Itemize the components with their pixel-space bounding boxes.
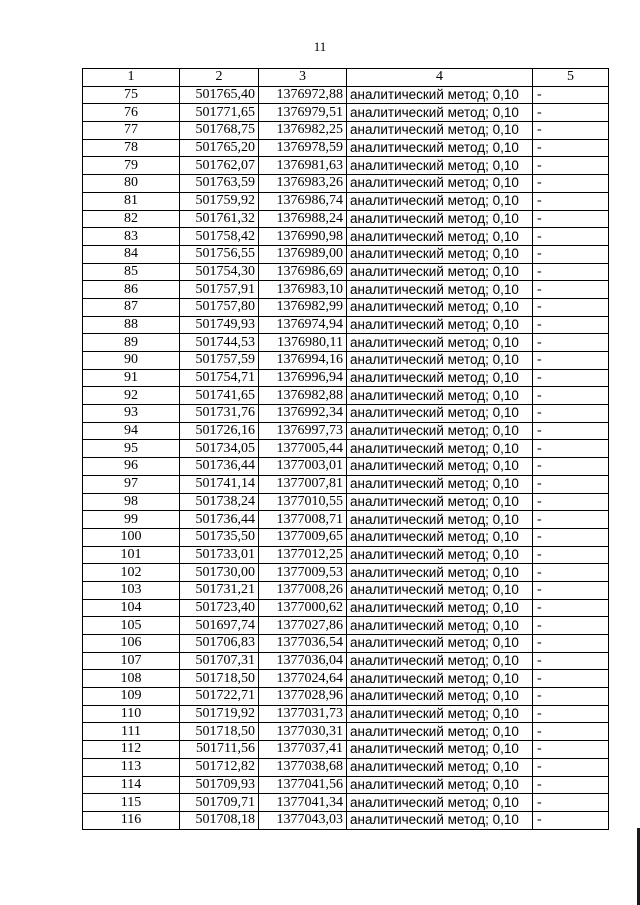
method-accuracy-cell: аналитический метод; 0,10	[347, 352, 533, 370]
note-cell: -	[533, 139, 609, 157]
x-coordinate-cell: 501733,01	[180, 546, 259, 564]
y-coordinate-cell: 1376982,99	[259, 298, 347, 316]
table-row	[83, 528, 609, 546]
point-number-cell: 75	[83, 86, 180, 104]
note-cell: -	[533, 263, 609, 281]
note-cell: -	[533, 86, 609, 104]
y-coordinate-cell: 1376992,34	[259, 405, 347, 423]
note-cell: -	[533, 157, 609, 175]
method-accuracy-cell: аналитический метод; 0,10	[347, 139, 533, 157]
y-coordinate-cell: 1376978,59	[259, 139, 347, 157]
x-coordinate-cell: 501709,71	[180, 794, 259, 812]
column-header-note: 5	[533, 69, 609, 87]
x-coordinate-cell: 501709,93	[180, 776, 259, 794]
method-accuracy-cell: аналитический метод; 0,10	[347, 528, 533, 546]
point-number-cell: 82	[83, 210, 180, 228]
x-coordinate-cell: 501707,31	[180, 652, 259, 670]
x-coordinate-cell: 501730,00	[180, 564, 259, 582]
x-coordinate-cell: 501771,65	[180, 104, 259, 122]
y-coordinate-cell: 1377007,81	[259, 475, 347, 493]
note-cell: -	[533, 758, 609, 776]
method-accuracy-cell: аналитический метод; 0,10	[347, 104, 533, 122]
method-accuracy-cell: аналитический метод; 0,10	[347, 581, 533, 599]
table-row	[83, 758, 609, 776]
x-coordinate-cell: 501744,53	[180, 334, 259, 352]
table-row	[83, 422, 609, 440]
method-accuracy-cell: аналитический метод; 0,10	[347, 688, 533, 706]
x-coordinate-cell: 501738,24	[180, 493, 259, 511]
method-accuracy-cell: аналитический метод; 0,10	[347, 175, 533, 193]
point-number-cell: 107	[83, 652, 180, 670]
table-row	[83, 369, 609, 387]
note-cell: -	[533, 688, 609, 706]
x-coordinate-cell: 501723,40	[180, 599, 259, 617]
point-number-cell: 97	[83, 475, 180, 493]
y-coordinate-cell: 1376996,94	[259, 369, 347, 387]
y-coordinate-cell: 1377030,31	[259, 723, 347, 741]
point-number-cell: 86	[83, 281, 180, 299]
y-coordinate-cell: 1377036,04	[259, 652, 347, 670]
x-coordinate-cell: 501734,05	[180, 440, 259, 458]
method-accuracy-cell: аналитический метод; 0,10	[347, 564, 533, 582]
point-number-cell: 77	[83, 122, 180, 140]
point-number-cell: 76	[83, 104, 180, 122]
table-row	[83, 122, 609, 140]
note-cell: -	[533, 352, 609, 370]
note-cell: -	[533, 564, 609, 582]
table-row	[83, 599, 609, 617]
x-coordinate-cell: 501718,50	[180, 723, 259, 741]
table-row	[83, 635, 609, 653]
table-row	[83, 741, 609, 759]
x-coordinate-cell: 501711,56	[180, 741, 259, 759]
method-accuracy-cell: аналитический метод; 0,10	[347, 281, 533, 299]
table-row	[83, 210, 609, 228]
x-coordinate-cell: 501754,71	[180, 369, 259, 387]
point-number-cell: 109	[83, 688, 180, 706]
y-coordinate-cell: 1377036,54	[259, 635, 347, 653]
point-number-cell: 103	[83, 581, 180, 599]
method-accuracy-cell: аналитический метод; 0,10	[347, 511, 533, 529]
table-row	[83, 440, 609, 458]
note-cell: -	[533, 705, 609, 723]
x-coordinate-cell: 501722,71	[180, 688, 259, 706]
y-coordinate-cell: 1377012,25	[259, 546, 347, 564]
method-accuracy-cell: аналитический метод; 0,10	[347, 794, 533, 812]
table-row	[83, 86, 609, 104]
table-header	[83, 69, 609, 87]
table-row	[83, 281, 609, 299]
table-row	[83, 564, 609, 582]
table-row	[83, 546, 609, 564]
x-coordinate-cell: 501719,92	[180, 705, 259, 723]
note-cell: -	[533, 122, 609, 140]
method-accuracy-cell: аналитический метод; 0,10	[347, 210, 533, 228]
point-number-cell: 116	[83, 811, 180, 829]
point-number-cell: 84	[83, 245, 180, 263]
table-row	[83, 776, 609, 794]
table-row	[83, 104, 609, 122]
point-number-cell: 114	[83, 776, 180, 794]
y-coordinate-cell: 1377010,55	[259, 493, 347, 511]
method-accuracy-cell: аналитический метод; 0,10	[347, 617, 533, 635]
x-coordinate-cell: 501765,40	[180, 86, 259, 104]
table-body	[83, 86, 609, 829]
table-row	[83, 705, 609, 723]
y-coordinate-cell: 1377003,01	[259, 458, 347, 476]
x-coordinate-cell: 501735,50	[180, 528, 259, 546]
note-cell: -	[533, 546, 609, 564]
point-number-cell: 88	[83, 316, 180, 334]
point-number-cell: 110	[83, 705, 180, 723]
table-row	[83, 192, 609, 210]
table-row	[83, 475, 609, 493]
point-number-cell: 106	[83, 635, 180, 653]
y-coordinate-cell: 1377009,65	[259, 528, 347, 546]
point-number-cell: 91	[83, 369, 180, 387]
y-coordinate-cell: 1377041,56	[259, 776, 347, 794]
table-row	[83, 617, 609, 635]
note-cell: -	[533, 475, 609, 493]
x-coordinate-cell: 501759,92	[180, 192, 259, 210]
table-row	[83, 298, 609, 316]
note-cell: -	[533, 245, 609, 263]
y-coordinate-cell: 1377008,71	[259, 511, 347, 529]
method-accuracy-cell: аналитический метод; 0,10	[347, 298, 533, 316]
x-coordinate-cell: 501718,50	[180, 670, 259, 688]
method-accuracy-cell: аналитический метод; 0,10	[347, 86, 533, 104]
point-number-cell: 85	[83, 263, 180, 281]
note-cell: -	[533, 599, 609, 617]
point-number-cell: 108	[83, 670, 180, 688]
x-coordinate-cell: 501761,32	[180, 210, 259, 228]
y-coordinate-cell: 1377027,86	[259, 617, 347, 635]
note-cell: -	[533, 776, 609, 794]
method-accuracy-cell: аналитический метод; 0,10	[347, 192, 533, 210]
note-cell: -	[533, 493, 609, 511]
point-number-cell: 111	[83, 723, 180, 741]
note-cell: -	[533, 210, 609, 228]
x-coordinate-cell: 501741,65	[180, 387, 259, 405]
table-row	[83, 316, 609, 334]
y-coordinate-cell: 1376986,74	[259, 192, 347, 210]
header-row	[83, 69, 609, 87]
point-number-cell: 80	[83, 175, 180, 193]
method-accuracy-cell: аналитический метод; 0,10	[347, 741, 533, 759]
method-accuracy-cell: аналитический метод; 0,10	[347, 369, 533, 387]
table-row	[83, 511, 609, 529]
y-coordinate-cell: 1377038,68	[259, 758, 347, 776]
table-row	[83, 334, 609, 352]
point-number-cell: 112	[83, 741, 180, 759]
x-coordinate-cell: 501757,91	[180, 281, 259, 299]
table-row	[83, 352, 609, 370]
note-cell: -	[533, 811, 609, 829]
x-coordinate-cell: 501706,83	[180, 635, 259, 653]
note-cell: -	[533, 298, 609, 316]
y-coordinate-cell: 1376997,73	[259, 422, 347, 440]
x-coordinate-cell: 501749,93	[180, 316, 259, 334]
y-coordinate-cell: 1376989,00	[259, 245, 347, 263]
table-row	[83, 652, 609, 670]
method-accuracy-cell: аналитический метод; 0,10	[347, 546, 533, 564]
y-coordinate-cell: 1376982,88	[259, 387, 347, 405]
y-coordinate-cell: 1377008,26	[259, 581, 347, 599]
point-number-cell: 99	[83, 511, 180, 529]
point-number-cell: 115	[83, 794, 180, 812]
y-coordinate-cell: 1376979,51	[259, 104, 347, 122]
y-coordinate-cell: 1377024,64	[259, 670, 347, 688]
x-coordinate-cell: 501708,18	[180, 811, 259, 829]
note-cell: -	[533, 458, 609, 476]
point-number-cell: 94	[83, 422, 180, 440]
note-cell: -	[533, 581, 609, 599]
table-row	[83, 581, 609, 599]
table-row	[83, 811, 609, 829]
point-number-cell: 101	[83, 546, 180, 564]
point-number-cell: 78	[83, 139, 180, 157]
table-row	[83, 405, 609, 423]
method-accuracy-cell: аналитический метод; 0,10	[347, 157, 533, 175]
x-coordinate-cell: 501757,59	[180, 352, 259, 370]
method-accuracy-cell: аналитический метод; 0,10	[347, 652, 533, 670]
note-cell: -	[533, 723, 609, 741]
method-accuracy-cell: аналитический метод; 0,10	[347, 263, 533, 281]
x-coordinate-cell: 501757,80	[180, 298, 259, 316]
table-row	[83, 670, 609, 688]
y-coordinate-cell: 1376990,98	[259, 228, 347, 246]
table-row	[83, 139, 609, 157]
note-cell: -	[533, 405, 609, 423]
point-number-cell: 83	[83, 228, 180, 246]
method-accuracy-cell: аналитический метод; 0,10	[347, 422, 533, 440]
table-row	[83, 228, 609, 246]
y-coordinate-cell: 1376983,10	[259, 281, 347, 299]
method-accuracy-cell: аналитический метод; 0,10	[347, 475, 533, 493]
note-cell: -	[533, 635, 609, 653]
note-cell: -	[533, 281, 609, 299]
point-number-cell: 89	[83, 334, 180, 352]
note-cell: -	[533, 334, 609, 352]
y-coordinate-cell: 1377009,53	[259, 564, 347, 582]
method-accuracy-cell: аналитический метод; 0,10	[347, 599, 533, 617]
method-accuracy-cell: аналитический метод; 0,10	[347, 758, 533, 776]
x-coordinate-cell: 501762,07	[180, 157, 259, 175]
note-cell: -	[533, 741, 609, 759]
table-row	[83, 387, 609, 405]
note-cell: -	[533, 228, 609, 246]
method-accuracy-cell: аналитический метод; 0,10	[347, 723, 533, 741]
point-number-cell: 79	[83, 157, 180, 175]
note-cell: -	[533, 617, 609, 635]
table-row	[83, 794, 609, 812]
y-coordinate-cell: 1376972,88	[259, 86, 347, 104]
y-coordinate-cell: 1377000,62	[259, 599, 347, 617]
note-cell: -	[533, 528, 609, 546]
table-row	[83, 493, 609, 511]
page-number: 11	[313, 39, 327, 54]
note-cell: -	[533, 316, 609, 334]
point-number-cell: 93	[83, 405, 180, 423]
table-row	[83, 175, 609, 193]
method-accuracy-cell: аналитический метод; 0,10	[347, 811, 533, 829]
y-coordinate-cell: 1377043,03	[259, 811, 347, 829]
note-cell: -	[533, 652, 609, 670]
y-coordinate-cell: 1376983,26	[259, 175, 347, 193]
y-coordinate-cell: 1376982,25	[259, 122, 347, 140]
x-coordinate-cell: 501758,42	[180, 228, 259, 246]
table-row	[83, 263, 609, 281]
y-coordinate-cell: 1376974,94	[259, 316, 347, 334]
y-coordinate-cell: 1376980,11	[259, 334, 347, 352]
table-row	[83, 688, 609, 706]
method-accuracy-cell: аналитический метод; 0,10	[347, 405, 533, 423]
x-coordinate-cell: 501712,82	[180, 758, 259, 776]
table-row	[83, 157, 609, 175]
point-number-cell: 100	[83, 528, 180, 546]
point-number-cell: 105	[83, 617, 180, 635]
point-number-cell: 81	[83, 192, 180, 210]
point-number-cell: 104	[83, 599, 180, 617]
note-cell: -	[533, 440, 609, 458]
y-coordinate-cell: 1377005,44	[259, 440, 347, 458]
note-cell: -	[533, 175, 609, 193]
y-coordinate-cell: 1377031,73	[259, 705, 347, 723]
y-coordinate-cell: 1376986,69	[259, 263, 347, 281]
note-cell: -	[533, 794, 609, 812]
method-accuracy-cell: аналитический метод; 0,10	[347, 440, 533, 458]
method-accuracy-cell: аналитический метод; 0,10	[347, 228, 533, 246]
x-coordinate-cell: 501731,21	[180, 581, 259, 599]
x-coordinate-cell: 501731,76	[180, 405, 259, 423]
point-number-cell: 90	[83, 352, 180, 370]
y-coordinate-cell: 1376981,63	[259, 157, 347, 175]
y-coordinate-cell: 1377028,96	[259, 688, 347, 706]
point-number-cell: 102	[83, 564, 180, 582]
method-accuracy-cell: аналитический метод; 0,10	[347, 493, 533, 511]
method-accuracy-cell: аналитический метод; 0,10	[347, 387, 533, 405]
x-coordinate-cell: 501768,75	[180, 122, 259, 140]
method-accuracy-cell: аналитический метод; 0,10	[347, 776, 533, 794]
x-coordinate-cell: 501697,74	[180, 617, 259, 635]
method-accuracy-cell: аналитический метод; 0,10	[347, 458, 533, 476]
note-cell: -	[533, 369, 609, 387]
note-cell: -	[533, 387, 609, 405]
method-accuracy-cell: аналитический метод; 0,10	[347, 670, 533, 688]
note-cell: -	[533, 511, 609, 529]
point-number-cell: 96	[83, 458, 180, 476]
x-coordinate-cell: 501741,14	[180, 475, 259, 493]
note-cell: -	[533, 192, 609, 210]
note-cell: -	[533, 670, 609, 688]
y-coordinate-cell: 1376994,16	[259, 352, 347, 370]
method-accuracy-cell: аналитический метод; 0,10	[347, 334, 533, 352]
point-number-cell: 113	[83, 758, 180, 776]
note-cell: -	[533, 104, 609, 122]
column-header-y: 3	[259, 69, 347, 87]
x-coordinate-cell: 501736,44	[180, 458, 259, 476]
x-coordinate-cell: 501763,59	[180, 175, 259, 193]
x-coordinate-cell: 501736,44	[180, 511, 259, 529]
column-header-number: 1	[83, 69, 180, 87]
method-accuracy-cell: аналитический метод; 0,10	[347, 705, 533, 723]
y-coordinate-cell: 1377041,34	[259, 794, 347, 812]
column-header-x: 2	[180, 69, 259, 87]
x-coordinate-cell: 501726,16	[180, 422, 259, 440]
table-row	[83, 458, 609, 476]
x-coordinate-cell: 501765,20	[180, 139, 259, 157]
x-coordinate-cell: 501756,55	[180, 245, 259, 263]
note-cell: -	[533, 422, 609, 440]
method-accuracy-cell: аналитический метод; 0,10	[347, 635, 533, 653]
point-number-cell: 87	[83, 298, 180, 316]
x-coordinate-cell: 501754,30	[180, 263, 259, 281]
method-accuracy-cell: аналитический метод; 0,10	[347, 316, 533, 334]
method-accuracy-cell: аналитический метод; 0,10	[347, 245, 533, 263]
y-coordinate-cell: 1376988,24	[259, 210, 347, 228]
table-row	[83, 723, 609, 741]
y-coordinate-cell: 1377037,41	[259, 741, 347, 759]
point-number-cell: 95	[83, 440, 180, 458]
coordinates-table	[82, 68, 609, 830]
point-number-cell: 92	[83, 387, 180, 405]
column-header-method: 4	[347, 69, 533, 87]
table-row	[83, 245, 609, 263]
method-accuracy-cell: аналитический метод; 0,10	[347, 122, 533, 140]
point-number-cell: 98	[83, 493, 180, 511]
